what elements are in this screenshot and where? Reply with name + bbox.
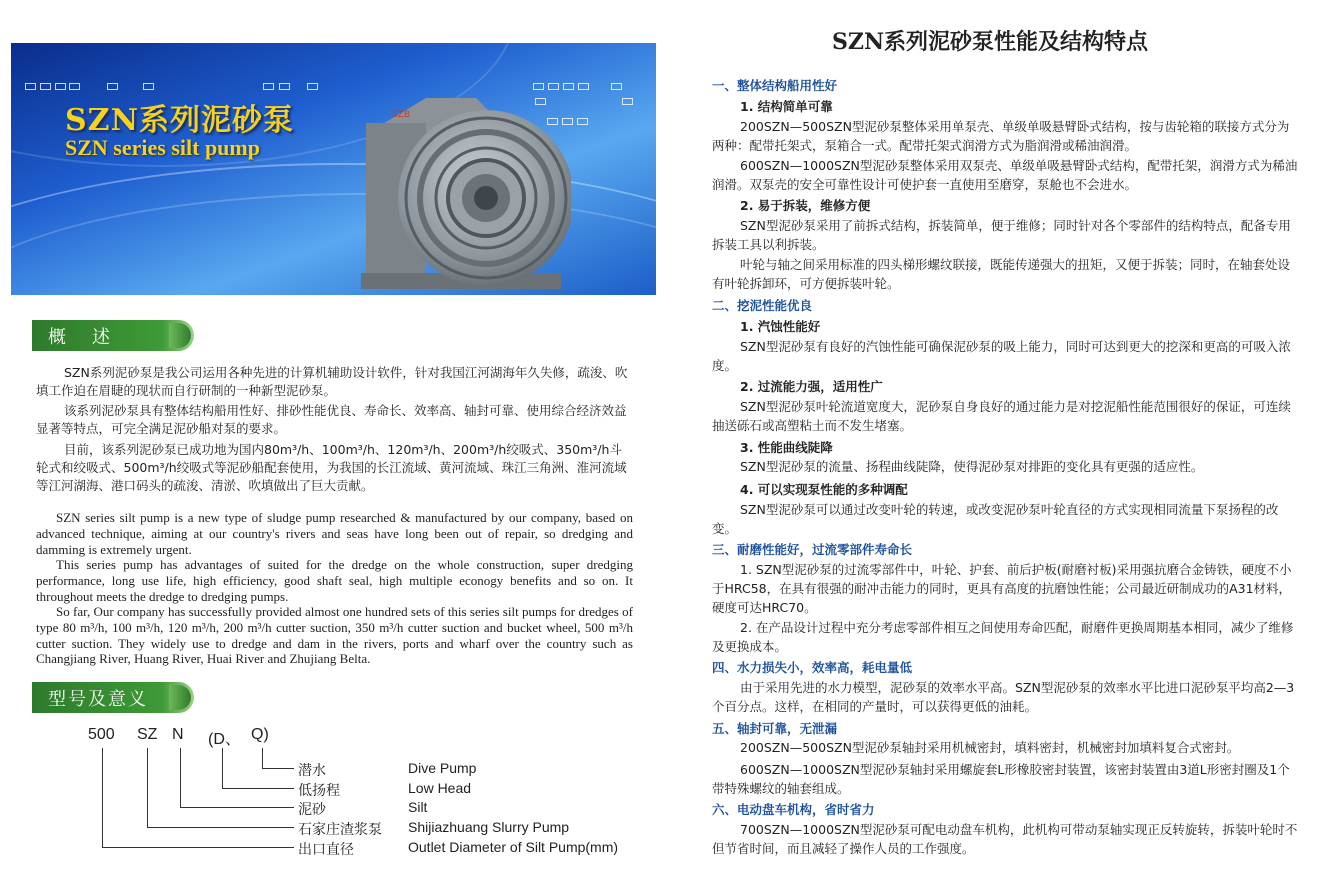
body-paragraph: SZN型泥砂泵采用了前拆式结构，拆装简单，便于维修；同时针对各个零部件的结构特点，配备专用拆装工具以利拆装。: [712, 218, 1291, 252]
section-heading: 一、整体结构船用性好: [712, 78, 838, 93]
body-paragraph: SZN型泥砂泵可以通过改变叶轮的转速，或改变泥砂泵叶轮直径的方式实现相同流量下泵扬程的改变。: [712, 502, 1279, 536]
connector-line: [147, 827, 294, 828]
definition-cn: 泥砂: [298, 802, 326, 818]
subsection-heading: 4. 可以实现泵性能的多种调配: [740, 482, 908, 497]
section-heading: 六、电动盘车机构，省时省力: [712, 802, 875, 817]
body-paragraph: 2. 在产品设计过程中充分考虑零部件相互之间使用寿命匹配，耐磨件更换周期基本相同，减少了维修及更换成本。: [712, 620, 1294, 654]
body-paragraph: 200SZN—500SZN型泥砂泵整体采用单泵壳、单级单吸悬臂卧式结构，按与齿轮箱的联接方式分为两种：配带托架式，泵箱合一式。配带托架式润滑方式为脂润滑或稀油润滑。: [712, 119, 1290, 153]
code-part-q: Q): [251, 726, 269, 743]
banner-title-cn: SZN系列泥砂泵: [65, 103, 294, 138]
body-paragraph: SZN型泥砂泵的流量、扬程曲线陡降，使得泥砂泵对排距的变化具有更强的适应性。: [740, 459, 1204, 474]
section-heading: 三、耐磨性能好，过流零部件寿命长: [712, 542, 913, 557]
product-banner: [11, 43, 656, 295]
connector-line: [222, 748, 223, 788]
banner-title-en: SZN series silt pump: [65, 135, 260, 160]
definition-en: Shijiazhuang Slurry Pump: [408, 819, 570, 835]
body-paragraph: 600SZN—1000SZN型泥砂泵轴封采用螺旋套L形橡胶密封装置，该密封装置由3道L形密封圈及1个带特殊螺纹的轴套组成。: [712, 762, 1290, 796]
body-paragraph: 700SZN—1000SZN型泥砂泵可配电动盘车机构，此机构可带动泵轴实现正反转旋转，拆装叶轮时不但节省时间，而且减轻了操作人员的工作强度。: [712, 822, 1298, 856]
overview-en-paragraph: SZN series silt pump is a new type of sludge pump researched & manufactured by our company, based on advanced technique, aiming at our country's rivers and seas have long been out of repair, so dredging and damming is extremely urgent.: [36, 510, 633, 557]
definition-cn: 出口直径: [298, 842, 354, 858]
connector-line: [180, 748, 181, 808]
section-heading: 二、挖泥性能优良: [712, 298, 813, 313]
body-paragraph: SZN型泥砂泵叶轮流道宽度大，泥砂泵自身良好的通过能力是对挖泥船性能范围很好的保证，可连续抽送砾石或高塑粘土而不发生堵塞。: [712, 399, 1291, 433]
code-part-sz: SZ: [137, 726, 158, 743]
body-paragraph: SZN型泥砂泵有良好的汽蚀性能可确保泥砂泵的吸上能力，同时可达到更大的挖深和更高的可吸入浓度。: [712, 339, 1291, 373]
section-heading: 五、轴封可靠，无泄漏: [712, 721, 838, 736]
connector-line: [262, 768, 294, 769]
pump-label: SZB: [392, 110, 411, 120]
definition-cn: 石家庄渣浆泵: [298, 822, 382, 838]
definition-en: Outlet Diameter of Silt Pump(mm): [408, 839, 619, 855]
body-paragraph: 200SZN—500SZN型泥砂泵轴封采用机械密封，填料密封，机械密封加填料复合式密封。: [740, 740, 1240, 755]
overview-en-paragraph: This series pump has advantages of suited for the dredge on the whole construction, super dredging performance, long use life, high efficiency, good shaft seal, high multiple econogy benefits and so on. It throughout meets the dredge to dredging pumps.: [36, 557, 633, 604]
model-heading: 型号及意义: [48, 689, 148, 710]
code-part-diameter: 500: [88, 726, 115, 743]
code-part-d: (D、: [208, 731, 241, 748]
connector-line: [102, 748, 103, 847]
overview-cn-paragraph: 目前，该系列泥砂泵已成功地为国内80m³/h、100m³/h、120m³/h、200m³/h绞吸式、350m³/h斗轮式和绞吸式、500m³/h绞吸式等泥砂船配套使用，为我国的长江流域、黄河流域、珠江三角洲、淮河流域等江河湖海、港口码头的疏浚、清淤、吹填做出了巨大贡献。: [36, 442, 627, 493]
pump-image: [356, 93, 571, 293]
section-heading: 四、水力损失小，效率高，耗电量低: [712, 660, 913, 675]
definition-en: Low Head: [408, 780, 472, 796]
subsection-heading: 3. 性能曲线陡降: [740, 440, 833, 455]
overview-heading: 概 述: [48, 327, 114, 348]
page-title: SZN系列泥砂泵性能及结构特点: [832, 29, 1149, 55]
overview-cn-paragraph: SZN系列泥砂泵是我公司运用各种先进的计算机辅助设计软件，针对我国江河湖海年久失修，疏浚、吹填工作迫在眉睫的现状而自行研制的一种新型泥砂泵。: [36, 365, 628, 398]
definition-cn: 低扬程: [298, 783, 340, 799]
definition-cn: 潜水: [298, 763, 326, 779]
overview-heading-bar: [32, 320, 194, 351]
overview-cn-paragraph: 该系列泥砂泵具有整体结构船用性好、排砂性能优良、寿命长、效率高、轴封可靠、使用综合经济效益显著等特点，可完全满足泥砂船对泵的要求。: [36, 403, 627, 436]
subsection-heading: 1. 结构简单可靠: [740, 99, 833, 114]
subsection-heading: 2. 易于拆装，维修方便: [740, 198, 871, 213]
body-paragraph: 1. SZN型泥砂泵的过流零部件中，叶轮、护套、前后护板(耐磨衬板)采用强抗磨合金铸铁，硬度不小于HRC58，在具有很强的耐冲击能力的同时，更具有高度的抗磨蚀性能；公司最近研制成功的A31材料，硬度可达HRC70。: [712, 562, 1292, 615]
body-paragraph: 600SZN—1000SZN型泥砂泵整体采用双泵壳、单级单吸悬臂卧式结构，配带托架，润滑方式为稀油润滑。双泵壳的安全可靠性设计可使护套一直使用至磨穿，泵舱也不会进水。: [712, 158, 1298, 192]
overview-en-paragraph: So far, Our company has successfully provided almost one hundred sets of this series silt pumps for dredges of type 80 m³/h, 100 m³/h, 120 m³/h, 200 m³/h cutter suction, 350 m³/h cutter suction and bucket wheel, 500 m³/h cutter suction. They widely use to dredge and dam in the rivers, ports and wharf over the country such as Changjiang River, Huang River, Huai River and Zhujiang Belta.: [36, 604, 633, 667]
connector-line: [180, 807, 294, 808]
code-part-n: N: [172, 726, 184, 743]
body-paragraph: 由于采用先进的水力模型，泥砂泵的效率水平高。SZN型泥砂泵的效率水平比进口泥砂泵平均高2—3个百分点。这样，在相同的产量时，可以获得更低的油耗。: [712, 680, 1295, 714]
definition-en: Silt: [408, 799, 428, 815]
model-heading-bar: [32, 682, 194, 713]
connector-line: [147, 748, 148, 828]
subsection-heading: 1. 汽蚀性能好: [740, 319, 821, 334]
connector-line: [222, 788, 294, 789]
definition-en: Dive Pump: [408, 760, 477, 776]
body-paragraph: 叶轮与轴之间采用标准的四头梯形螺纹联接，既能传递强大的扭矩，又便于拆装；同时，在轴套处设有叶轮拆卸环，可方便拆装叶轮。: [712, 257, 1291, 291]
subsection-heading: 2. 过流能力强，适用性广: [740, 379, 883, 394]
connector-line: [262, 748, 263, 769]
connector-line: [102, 847, 294, 848]
